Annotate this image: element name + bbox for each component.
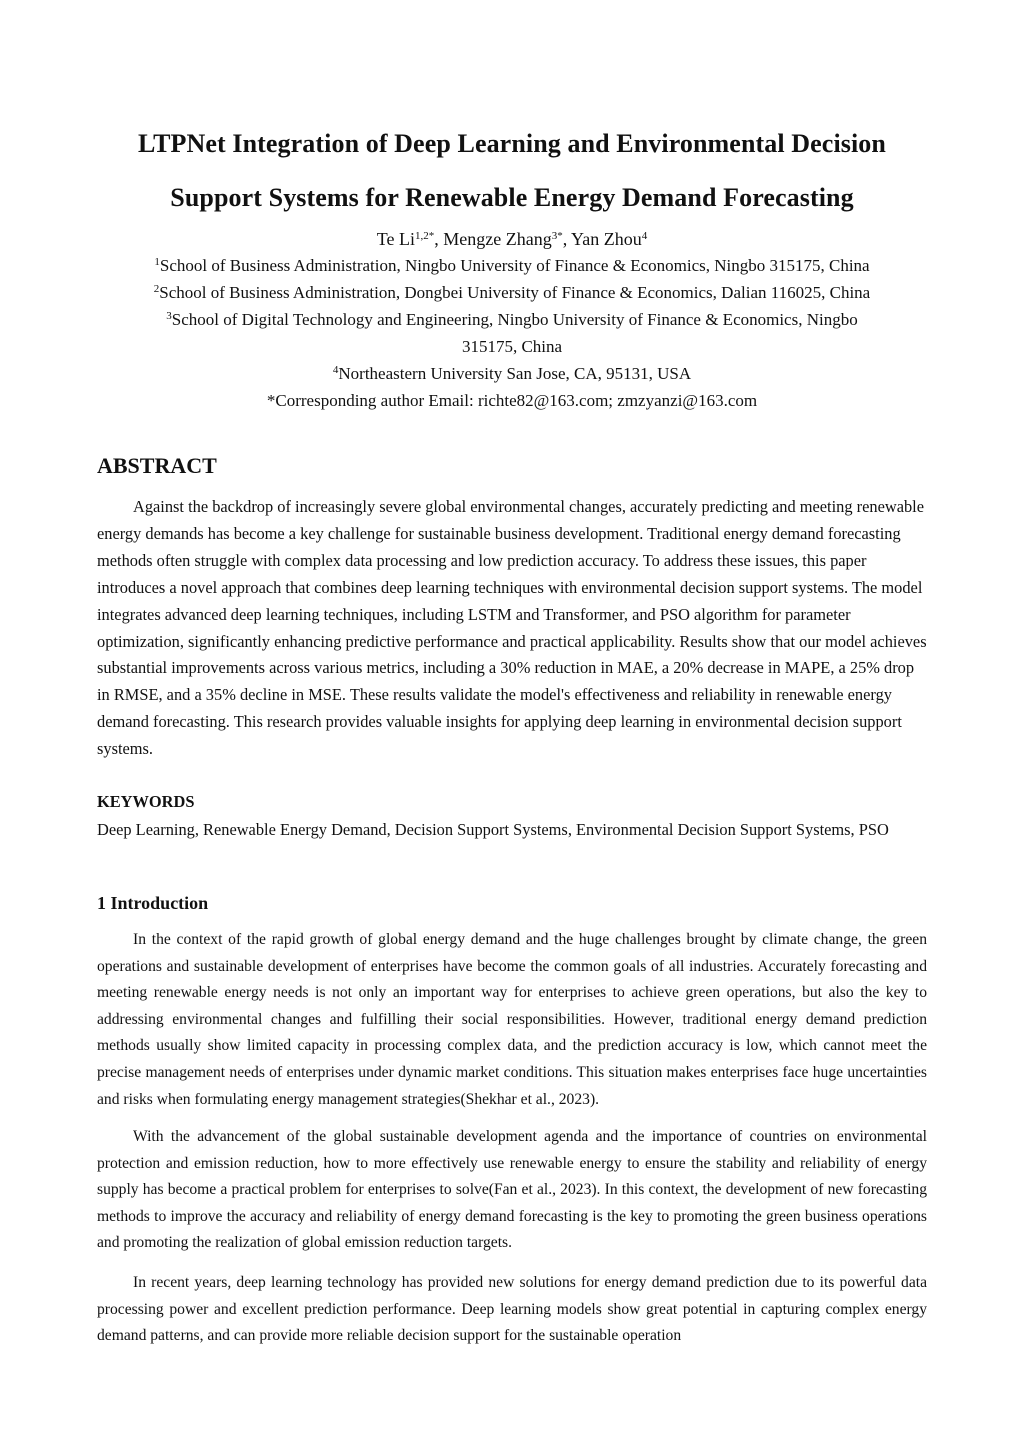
author-affiliation-mark: 4 (641, 230, 648, 242)
author-name: Mengze Zhang (443, 229, 552, 249)
paper-title-line-1: LTPNet Integration of Deep Learning and Environmental Decision (138, 129, 886, 158)
affiliation-4 (0, 362, 1024, 386)
author-separator: , (562, 229, 572, 249)
corresponding-author: *Corresponding author Email: richte82@163.com; zmzyanzi@163.com (266, 391, 758, 410)
author-separator: , (434, 229, 444, 249)
affiliation-3-continuation: 315175, China (461, 337, 563, 356)
affiliation-mark: 1 (154, 256, 160, 268)
affiliation-2 (0, 281, 1024, 305)
author-list (0, 227, 1024, 251)
keywords-text: Deep Learning, Renewable Energy Demand, Decision Support Systems, Environmental Decision Support Systems, PSO (97, 820, 889, 839)
abstract-text: Against the backdrop of increasingly severe global environmental changes, accurately predicting and meeting renewable energy demands has become a key challenge for sustainable business development. Traditional energy demand forecasting methods often struggle with complex data processing and low prediction accuracy. To address these issues, this paper introduces a novel approach that combines deep learning techniques with environmental decision support systems. The model integrates advanced deep learning techniques, including LSTM and Transformer, and PSO algorithm for parameter optimization, significantly enhancing predictive performance and practical applicability. Results show that our model achieves substantial improvements across various metrics, including a 30% reduction in MAE, a 20% decrease in MAPE, a 25% drop in RMSE, and a 35% decline in MSE. These results validate the model's effectiveness and reliability in renewable energy demand forecasting. This research provides valuable insights for applying deep learning in environmental decision support systems. (97, 497, 927, 759)
introduction-heading: 1 Introduction (97, 893, 209, 913)
affiliation-text: School of Digital Technology and Engineering, Ningbo University of Finance & Economics, Ningbo (171, 310, 858, 329)
keywords-heading: KEYWORDS (97, 792, 195, 811)
paper-title-line-2: Support Systems for Renewable Energy Demand Forecasting (170, 183, 854, 212)
affiliation-1 (0, 254, 1024, 278)
affiliation-mark: 2 (153, 283, 160, 295)
abstract-heading: ABSTRACT (97, 453, 217, 478)
affiliation-text: School of Business Administration, Dongbei University of Finance & Economics, Dalian 116025, China (159, 283, 871, 302)
affiliation-3 (0, 308, 1024, 332)
author-name: Te Li (376, 229, 415, 249)
affiliation-text: School of Business Administration, Ningbo University of Finance & Economics, Ningbo 315175, China (159, 256, 870, 275)
intro-paragraph-1: In the context of the rapid growth of global energy demand and the huge challenges brought by climate change, the green operations and sustainable development of enterprises have become the common goals of all industries. Accurately forecasting and meeting renewable energy needs is not only an important way for enterprises to achieve green operations, but also the key to addressing environmental changes and fulfilling their social responsibilities. However, traditional energy demand prediction methods usually show limited capacity in processing complex data, and the prediction accuracy is low, which cannot meet the precise management needs of enterprises under dynamic market conditions. This situation makes enterprises face huge uncertainties and risks when formulating energy management strategies(Shekhar et al., 2023). (97, 931, 927, 1108)
affiliation-mark: 3 (166, 310, 172, 322)
affiliation-text: Northeastern University San Jose, CA, 95131, USA (338, 364, 692, 383)
abstract-body (97, 494, 929, 763)
author-name: Yan Zhou (571, 229, 642, 249)
affiliation-mark: 4 (332, 364, 339, 376)
intro-paragraph-2: With the advancement of the global sustainable development agenda and the importance of countries on environmental protection and emission reduction, how to more effectively use renewable energy to ensure the stability and reliability of energy supply has become a practical problem for enterprises to solve(Fan et al., 2023). In this context, the development of new forecasting methods to improve the accuracy and reliability of energy demand forecasting is the key to promoting the green business operations and promoting the realization of global emission reduction targets. (97, 1128, 927, 1252)
author-affiliation-mark: 1,2* (414, 230, 435, 242)
intro-paragraph-3: In recent years, deep learning technology has provided new solutions for energy demand prediction due to its powerful data processing power and excellent prediction performance. Deep learning models show great potential in capturing complex energy demand patterns, and can provide more reliable decision support for the sustainable operation (97, 1274, 927, 1345)
author-affiliation-mark: 3* (551, 230, 563, 242)
